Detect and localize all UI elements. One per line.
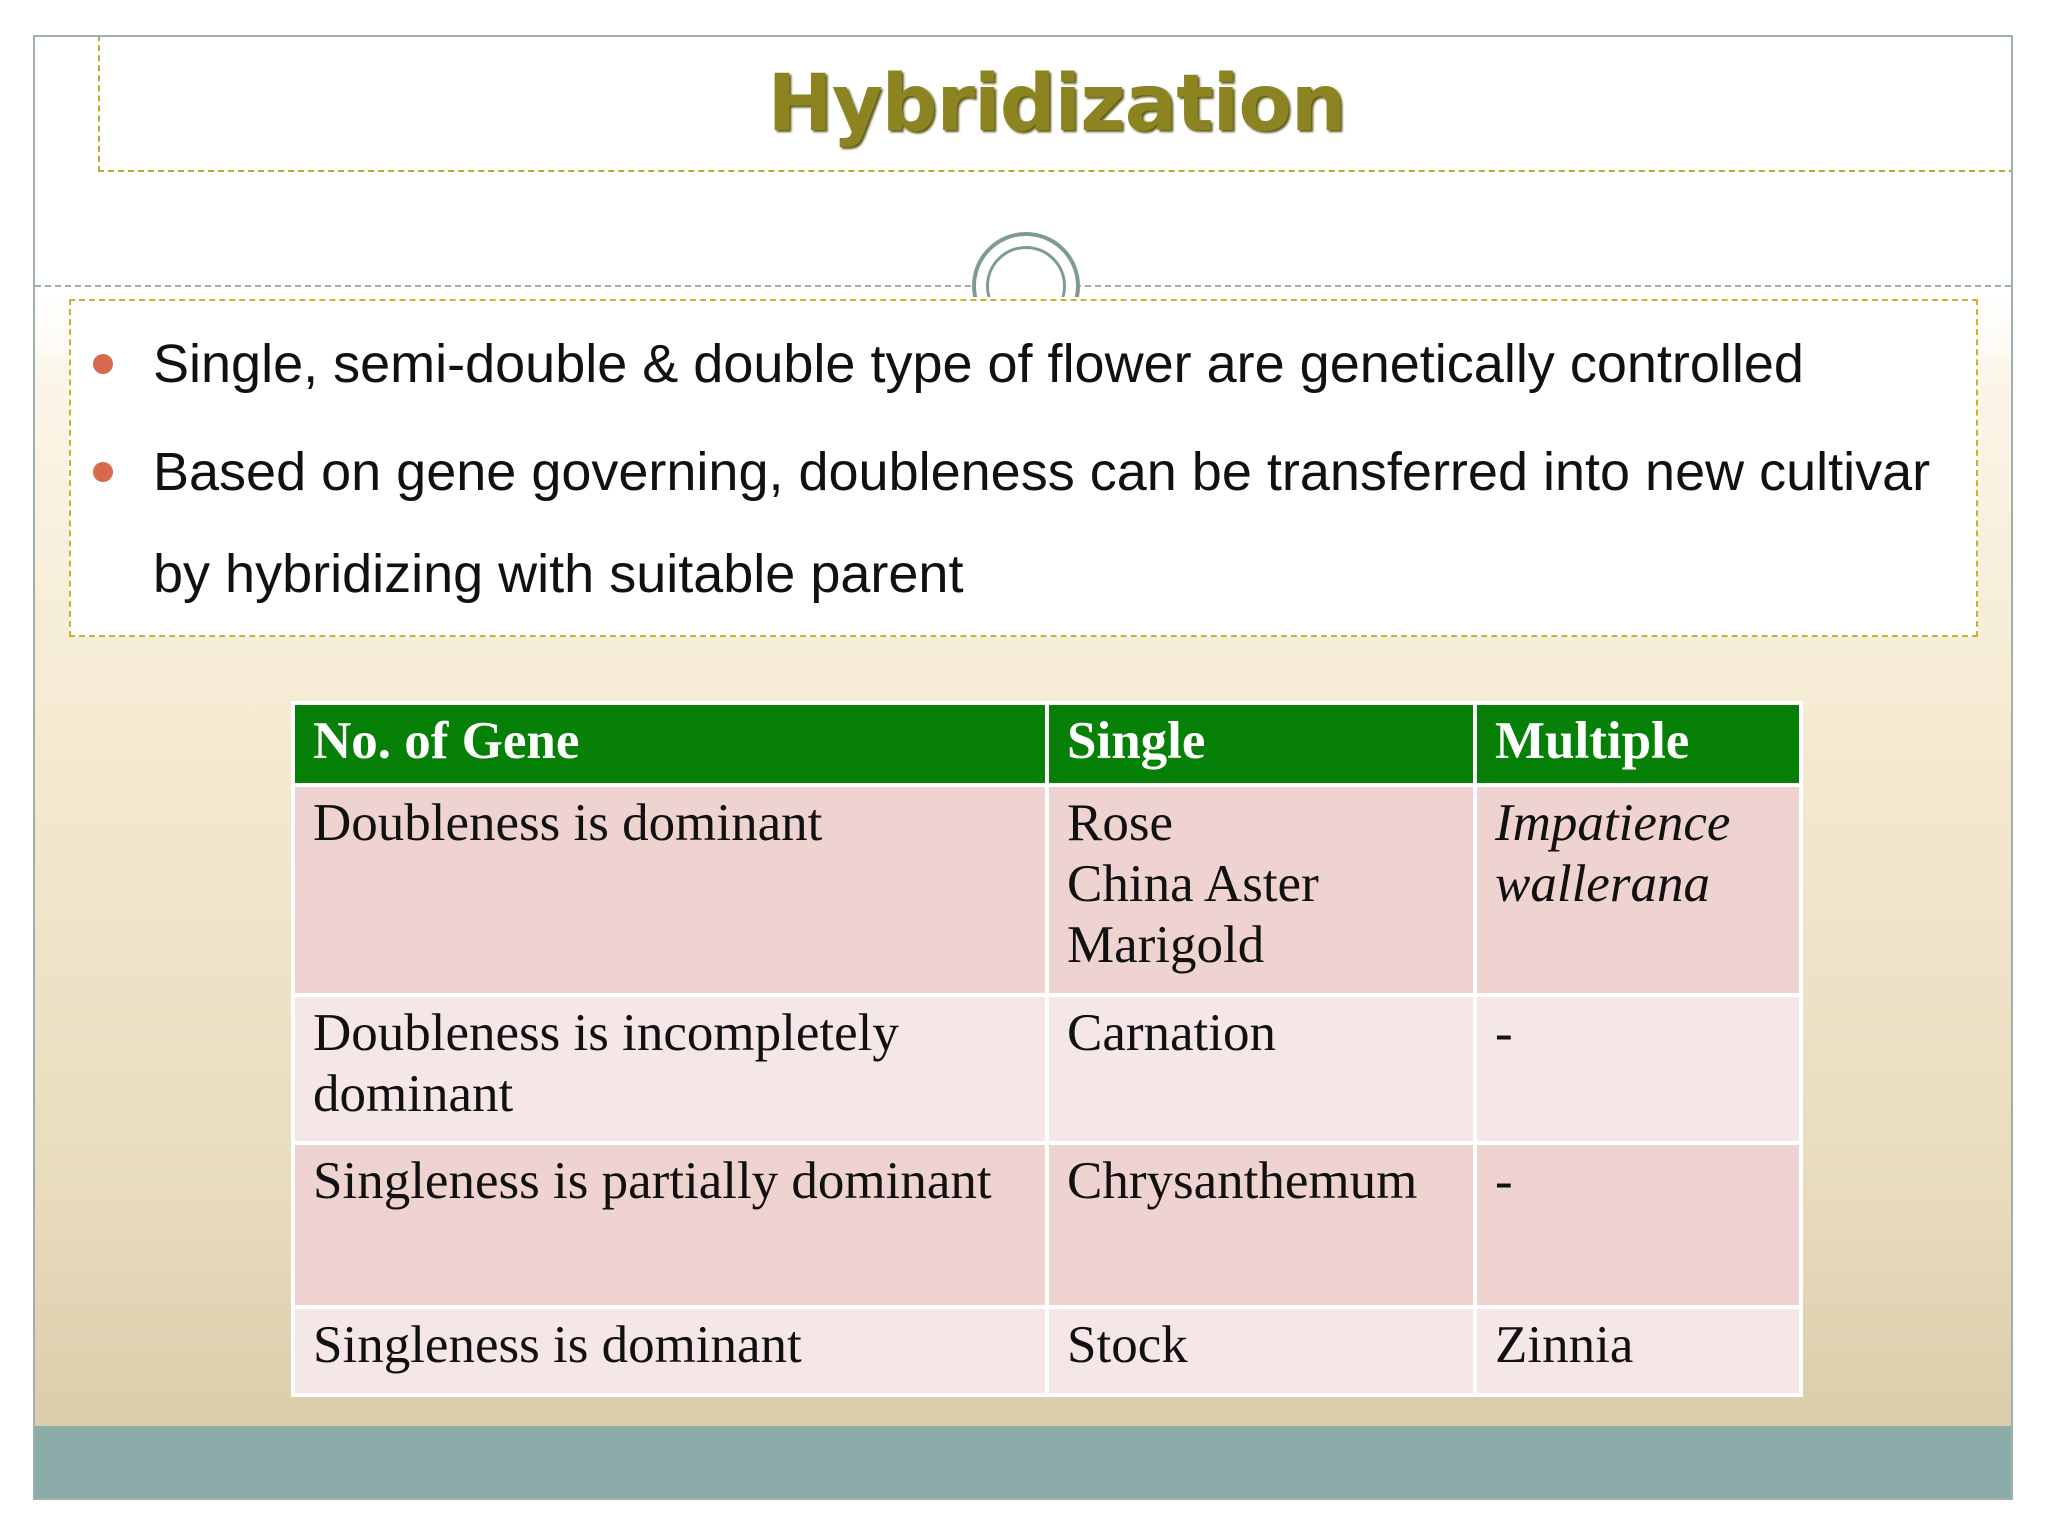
table-row	[293, 785, 1801, 995]
slide	[33, 35, 2013, 1500]
gene-table	[291, 701, 1803, 1397]
gene-table-wrapper	[291, 701, 1803, 1397]
gene-cell: Doubleness is incompletely dominant	[293, 995, 1047, 1143]
single-cell	[1047, 995, 1475, 1143]
single-value: Carnation	[1067, 1004, 1276, 1062]
single-value: Marigold	[1067, 916, 1265, 974]
multiple-cell	[1475, 785, 1801, 995]
bullet-dot-icon	[93, 462, 113, 482]
single-cell	[1047, 785, 1475, 995]
table-row	[293, 1143, 1801, 1307]
bullet-text: Single, semi-double & double type of flower are genetically controlled	[153, 334, 1804, 394]
table-row	[293, 995, 1801, 1143]
bullet-text: Based on gene governing, doubleness can be transferred into new cultivar by hybridizing with suitable parent	[153, 442, 1931, 604]
content-placeholder	[69, 299, 1978, 637]
bullet-item	[71, 313, 1976, 415]
multiple-value: Zinnia	[1495, 1316, 1634, 1374]
header-single: Single	[1047, 703, 1475, 785]
bullet-list	[71, 313, 1976, 625]
header-multiple: Multiple	[1475, 703, 1801, 785]
table-row	[293, 1307, 1801, 1395]
slide-title: Hybridization	[767, 59, 1346, 149]
single-value: Rose	[1067, 794, 1173, 852]
gene-cell: Doubleness is dominant	[293, 785, 1047, 995]
multiple-cell	[1475, 995, 1801, 1143]
single-cell	[1047, 1143, 1475, 1307]
single-value: Chrysanthemum	[1067, 1152, 1418, 1210]
footer-bar	[35, 1426, 2011, 1498]
multiple-cell	[1475, 1307, 1801, 1395]
header-no-of-gene: No. of Gene	[293, 703, 1047, 785]
table-header-row	[293, 703, 1801, 785]
bullet-item	[71, 421, 1976, 625]
single-value: China Aster	[1067, 855, 1319, 913]
gene-cell: Singleness is dominant	[293, 1307, 1047, 1395]
multiple-cell	[1475, 1143, 1801, 1307]
bullet-dot-icon	[93, 354, 113, 374]
multiple-value: wallerana	[1495, 855, 1710, 913]
multiple-value: -	[1495, 1152, 1513, 1210]
single-cell	[1047, 1307, 1475, 1395]
multiple-value: -	[1495, 1004, 1513, 1062]
title-placeholder	[98, 35, 2013, 172]
gene-cell: Singleness is partially dominant	[293, 1143, 1047, 1307]
single-value: Stock	[1067, 1316, 1188, 1374]
multiple-value: Impatience	[1495, 794, 1731, 852]
